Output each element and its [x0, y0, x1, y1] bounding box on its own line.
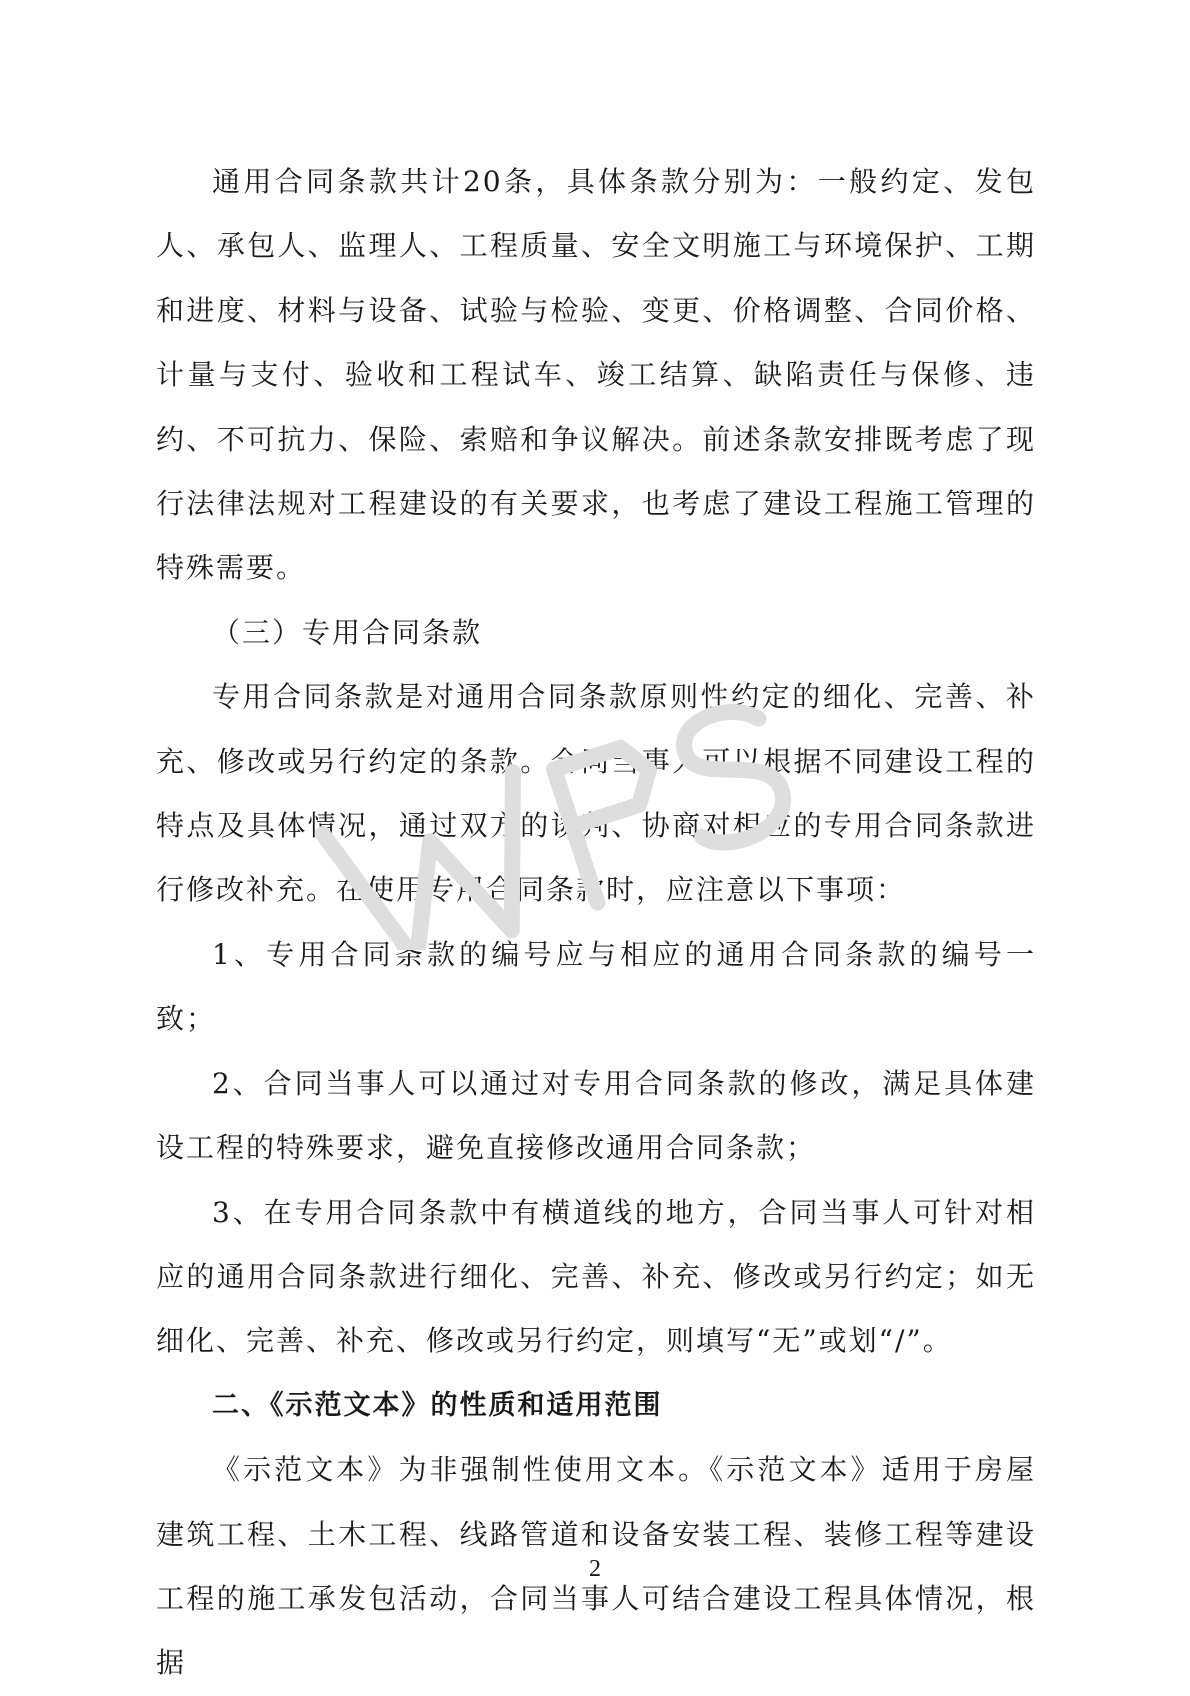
document-body [156, 150, 1036, 1696]
list-item: 2、合同当事人可以通过对专用合同条款的修改，满足具体建设工程的特殊要求，避免直接修改通用合同条款； [156, 1066, 1036, 1165]
list-item: 1、专用合同条款的编号应与相应的通用合同条款的编号一致； [156, 937, 1036, 1036]
page-number: 2 [589, 1556, 601, 1582]
general-terms-paragraph: 通用合同条款共计20条，具体条款分别为：一般约定、发包人、承包人、监理人、工程质量、安全文明施工与环境保护、工期和进度、材料与设备、试验与检验、变更、价格调整、合同价格、计量与支付、验收和工程试车、竣工结算、缺陷责任与保修、违约、不可抗力、保险、索赔和争议解决。前述条款安排既考虑了现行法律法规对工程建设的有关要求，也考虑了建设工程施工管理的特殊需要。 [156, 165, 1036, 585]
scope-paragraph: 《示范文本》为非强制性使用文本。《示范文本》适用于房屋建筑工程、土木工程、线路管道和设备安装工程、装修工程等建设工程的施工承发包活动，合同当事人可结合建设工程具体情况，根据 [156, 1453, 1036, 1680]
special-terms-intro-paragraph: 专用合同条款是对通用合同条款原则性约定的细化、完善、补充、修改或另行约定的条款。合同当事人可以根据不同建设工程的特点及具体情况，通过双方的谈判、协商对相应的专用合同条款进行修改补充。在使用专用合同条款时，应注意以下事项： [156, 680, 1036, 907]
list-item: 3、在专用合同条款中有横道线的地方，合同当事人可针对相应的通用合同条款进行细化、完善、补充、修改或另行约定；如无细化、完善、补充、修改或另行约定，则填写“无”或划“/”。 [156, 1195, 1036, 1358]
section-three-title: （三）专用合同条款 [212, 615, 483, 649]
section-heading-two: 二、《示范文本》的性质和适用范围 [212, 1389, 663, 1421]
